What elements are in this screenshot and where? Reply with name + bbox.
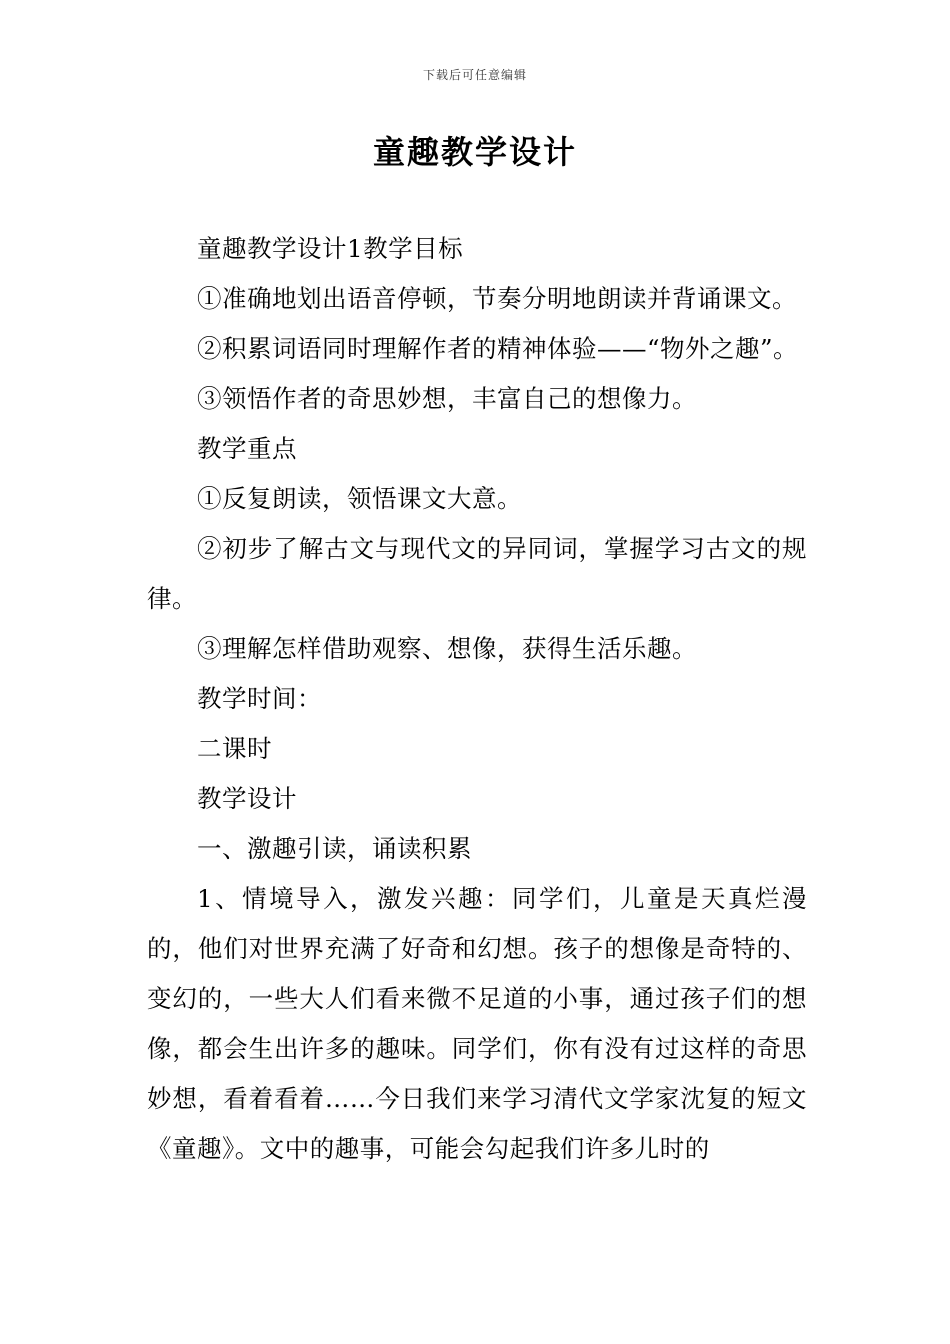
paragraph-key-point-3: ③理解怎样借助观察、想像，获得生活乐趣。 <box>197 634 697 663</box>
document-title: 童趣教学设计 <box>372 133 577 171</box>
paragraph-design-heading: 教学设计 <box>197 784 297 813</box>
paragraph-objective-3: ③领悟作者的奇思妙想，丰富自己的想像力。 <box>197 384 697 413</box>
paragraph-key-point-2: ②初步了解古文与现代文的异同词，掌握学习古文的规律。 <box>147 534 807 613</box>
paragraph-objective-1: ①准确地划出语音停顿，节奏分明地朗读并背诵课文。 <box>197 284 797 313</box>
paragraph-intro: 1、情境导入，激发兴趣：同学们，儿童是天真烂漫的，他们对世界充满了好奇和幻想。孩子的想像是奇特的、变幻的，一些大人们看来微不足道的小事，通过孩子们的想像，都会生出许多的趣味。同学们，你有没有过这样的奇思妙想，看着看着……今日我们来学习清代文学家沈复的短文《童趣》。文中的趣事，可能会勾起我们许多儿时的 <box>147 884 807 1163</box>
paragraph-time-value: 二课时 <box>197 734 272 763</box>
document-body <box>147 224 807 1174</box>
paragraph-key-points-heading: 教学重点 <box>197 434 297 463</box>
paragraph-section-1-heading: 一、激趣引读，诵读积累 <box>197 834 472 863</box>
header-note: 下载后可任意编辑 <box>422 68 527 82</box>
paragraph-time-heading: 教学时间： <box>197 684 322 713</box>
paragraph-objective-2: ②积累词语同时理解作者的精神体验——“物外之趣”。 <box>197 334 799 363</box>
paragraph-key-point-1: ①反复朗读，领悟课文大意。 <box>197 484 522 513</box>
paragraph-objectives-heading: 童趣教学设计1教学目标 <box>197 234 464 263</box>
